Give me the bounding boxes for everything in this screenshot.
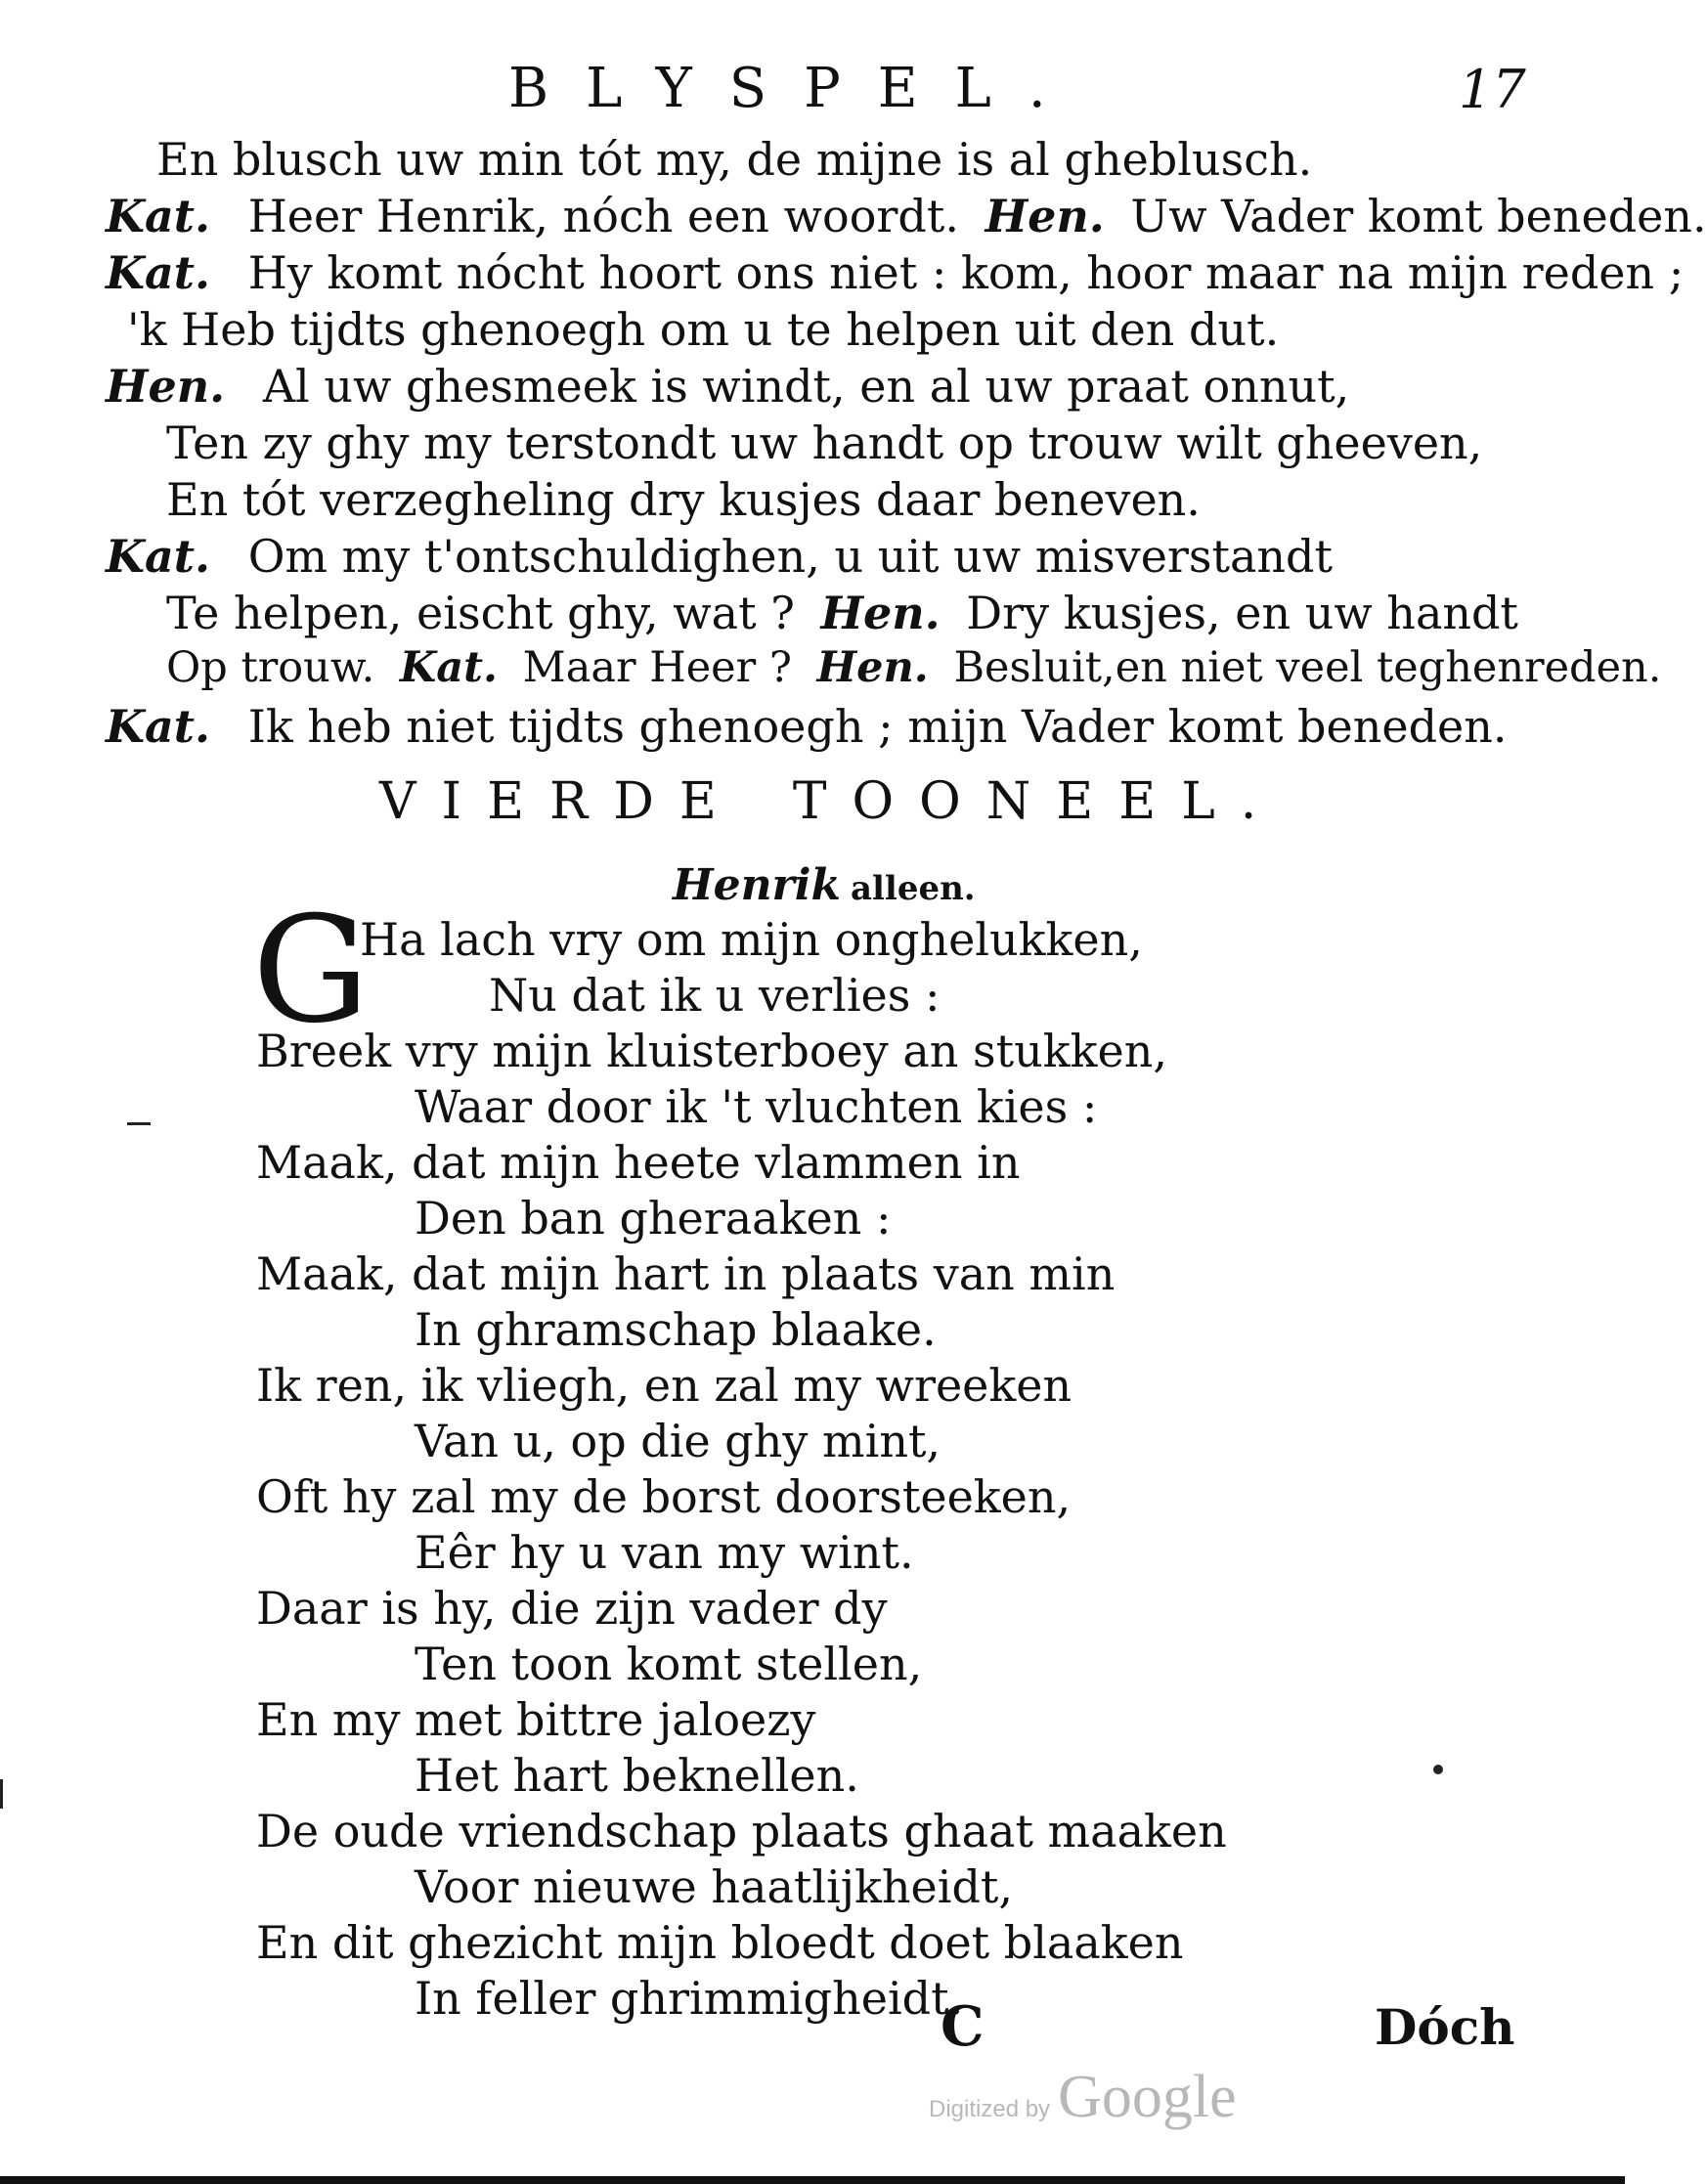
dialogue-text: Dry kusjes, en uw handt xyxy=(966,587,1518,639)
dialogue-text: Maar Heer ? xyxy=(522,643,792,692)
dialogue-text: Uw Vader komt beneden. xyxy=(1130,190,1707,242)
speaker-label: Hen. xyxy=(106,360,226,413)
dialogue-text: Besluit,en niet veel teghenreden. xyxy=(953,643,1662,692)
dialogue-line xyxy=(106,190,1707,242)
dialogue-text: En blusch uw min tót my, de mijne is al gheblusch. xyxy=(156,133,1313,186)
verse-line: Oft hy zal my de borst doorsteeken, xyxy=(256,1470,1072,1523)
verse-line: Daar is hy, die zijn vader dy xyxy=(256,1582,888,1635)
verse-line: Ik ren, ik vliegh, en zal my wreeken xyxy=(256,1359,1072,1412)
verse-line: Eêr hy u van my wint. xyxy=(415,1526,914,1579)
verse-line: Nu dat ik u verlies : xyxy=(489,969,941,1022)
watermark-prefix: Digitized by xyxy=(929,2096,1051,2122)
stage-direction xyxy=(673,860,976,910)
verse-line: Ten toon komt stellen, xyxy=(415,1638,923,1690)
dialogue-text: En tót verzegheling dry kusjes daar beneven. xyxy=(166,473,1201,526)
dialogue-text: Ik heb niet tijdts ghenoegh ; mijn Vader komt beneden. xyxy=(247,700,1508,753)
dialogue-line xyxy=(127,303,1280,356)
verse-line: Voor nieuwe haatlijkheidt, xyxy=(415,1860,1014,1913)
dialogue-line xyxy=(106,246,1685,299)
verse-line: Maak, dat mijn hart in plaats van min xyxy=(256,1247,1116,1300)
scene-title xyxy=(379,772,1282,831)
ink-speck xyxy=(127,1122,151,1125)
dialogue-line xyxy=(166,473,1201,526)
speaker-label: Kat. xyxy=(106,190,211,242)
speaker-label: Kat. xyxy=(106,700,211,753)
dialogue-text: Op trouw. xyxy=(166,643,375,692)
dialogue-line xyxy=(166,587,1518,639)
verse-line: In feller ghrimmigheidt. xyxy=(415,1972,964,2025)
dialogue-text: Heer Henrik, nóch een woordt. xyxy=(247,190,959,242)
verse-line: Den ban gheraaken : xyxy=(415,1192,892,1245)
stage-direction-text: alleen. xyxy=(850,869,976,908)
dialogue-line xyxy=(156,133,1313,186)
dialogue-line xyxy=(166,643,1662,692)
dialogue-line xyxy=(106,530,1333,583)
speaker-label: Kat. xyxy=(399,643,498,692)
signature-mark: C xyxy=(941,1994,985,2059)
dialogue-text: 'k Heb tijdts ghenoegh om u te helpen uit den dut. xyxy=(127,303,1280,356)
scan-edge xyxy=(0,2176,1625,2184)
ink-speck xyxy=(1433,1765,1443,1774)
dialogue-text: Om my t'ontschuldighen, u uit uw misverstandt xyxy=(247,530,1333,583)
dialogue-line xyxy=(106,700,1508,753)
verse-line: Ha lach vry om mijn onghelukken, xyxy=(360,913,1143,966)
verse-line: Van u, op die ghy mint, xyxy=(415,1415,941,1467)
catchword: Dóch xyxy=(1375,1998,1515,2056)
google-logo: Google xyxy=(1058,2064,1237,2130)
verse-line: En dit ghezicht mijn bloedt doet blaaken xyxy=(256,1916,1184,1969)
verse-line: In ghramschap blaake. xyxy=(415,1303,937,1356)
page-number: 17 xyxy=(1459,59,1526,120)
dialogue-text: Ten zy ghy my terstondt uw handt op trouw wilt gheeven, xyxy=(166,416,1483,469)
dialogue-text: Al uw ghesmeek is windt, en al uw praat onnut, xyxy=(262,360,1350,413)
verse-line: En my met bittre jaloezy xyxy=(256,1693,816,1746)
verse-line: Het hart beknellen. xyxy=(415,1749,859,1802)
dialogue-text: Hy komt nócht hoort ons niet : kom, hoor maar na mijn reden ; xyxy=(247,246,1685,299)
drop-cap: G xyxy=(252,886,370,1056)
dialogue-line xyxy=(106,360,1350,413)
ink-speck xyxy=(0,1779,3,1809)
speaker-label: Kat. xyxy=(106,246,211,299)
running-head: BLYSPEL. xyxy=(508,57,1083,120)
verse-line: De oude vriendschap plaats ghaat maaken xyxy=(256,1805,1227,1857)
verse-line: Breek vry mijn kluisterboey an stukken, xyxy=(256,1025,1167,1077)
dialogue-text: Te helpen, eischt ghy, wat ? xyxy=(166,587,795,639)
digitization-watermark xyxy=(929,2063,1237,2132)
speaker-label: Kat. xyxy=(106,530,211,583)
speaker-label: Hen. xyxy=(985,190,1105,242)
speaker-label: Hen. xyxy=(816,643,929,692)
scene-title-number: VIERDE xyxy=(379,772,742,831)
dialogue-line xyxy=(166,416,1483,469)
speaker-label: Hen. xyxy=(820,587,941,639)
verse-line: Maak, dat mijn heete vlammen in xyxy=(256,1136,1021,1189)
verse-line: Waar door ik 't vluchten kies : xyxy=(415,1080,1098,1133)
character-name: Henrik xyxy=(673,860,841,910)
scene-title-word: TOONEEL. xyxy=(792,772,1283,831)
